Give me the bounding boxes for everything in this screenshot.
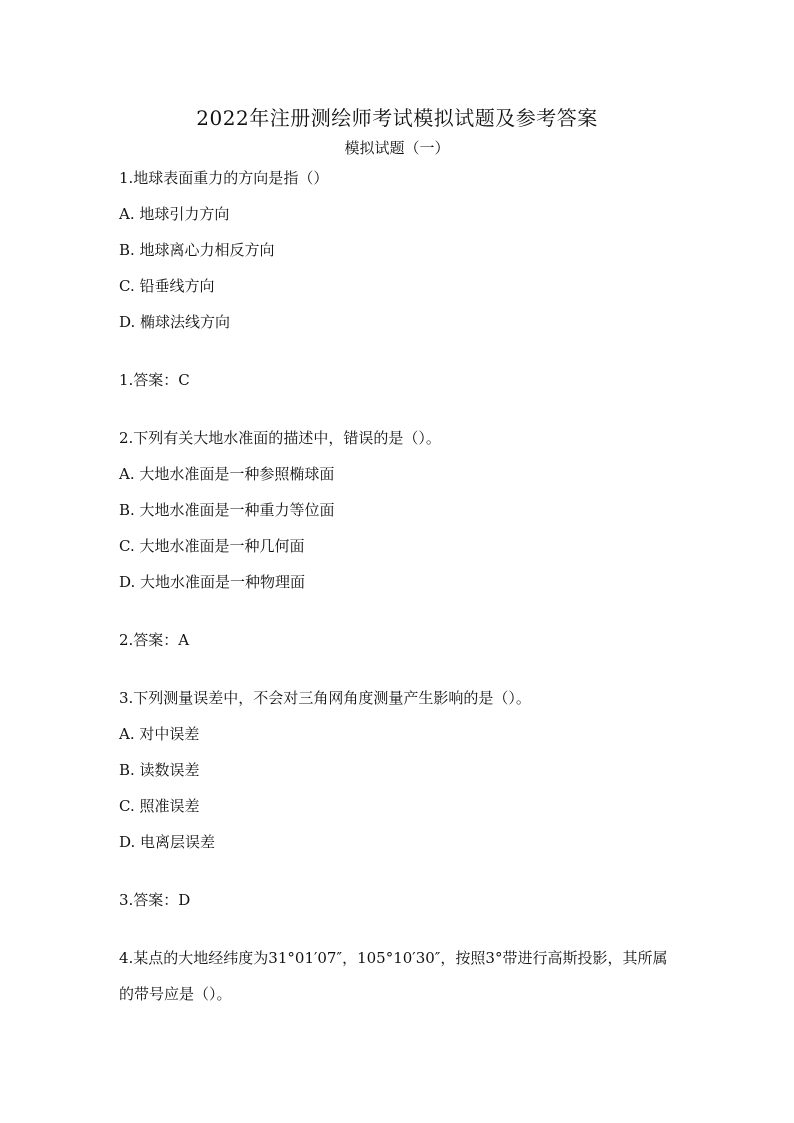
- answer-option: C. 铅垂线方向: [119, 277, 215, 295]
- answer-option: A. 地球引力方向: [119, 205, 230, 223]
- answer-option: A. 对中误差: [119, 725, 200, 743]
- answer-key: 3.答案：D: [119, 891, 191, 909]
- question-stem: 2.下列有关大地水准面的描述中，错误的是（）。: [119, 429, 441, 447]
- answer-option: D. 椭球法线方向: [119, 313, 231, 331]
- question-stem: 4.某点的大地经纬度为31°01′07″，105°10′30″，按照3°带进行高斯投影，其所属的带号应是（）。: [119, 949, 668, 1003]
- question-list: [119, 167, 679, 1019]
- question-stem: 1.地球表面重力的方向是指（）: [119, 169, 329, 187]
- answer-option: C. 照准误差: [119, 797, 200, 815]
- answer-key: 1.答案：C: [119, 371, 190, 389]
- answer-option: D. 电离层误差: [119, 833, 216, 851]
- answer-key: 2.答案：A: [119, 631, 190, 649]
- answer-option: A. 大地水准面是一种参照椭球面: [119, 465, 335, 483]
- document-subtitle: 模拟试题（一）: [344, 139, 450, 157]
- answer-option: B. 大地水准面是一种重力等位面: [119, 501, 335, 519]
- answer-option: B. 读数误差: [119, 761, 200, 779]
- answer-option: B. 地球离心力相反方向: [119, 241, 275, 259]
- answer-option: C. 大地水准面是一种几何面: [119, 537, 305, 555]
- question-stem: 3.下列测量误差中，不会对三角网角度测量产生影响的是（）。: [119, 689, 531, 707]
- answer-option: D. 大地水准面是一种物理面: [119, 573, 306, 591]
- document-title: 2022年注册测绘师考试模拟试题及参考答案: [196, 106, 598, 130]
